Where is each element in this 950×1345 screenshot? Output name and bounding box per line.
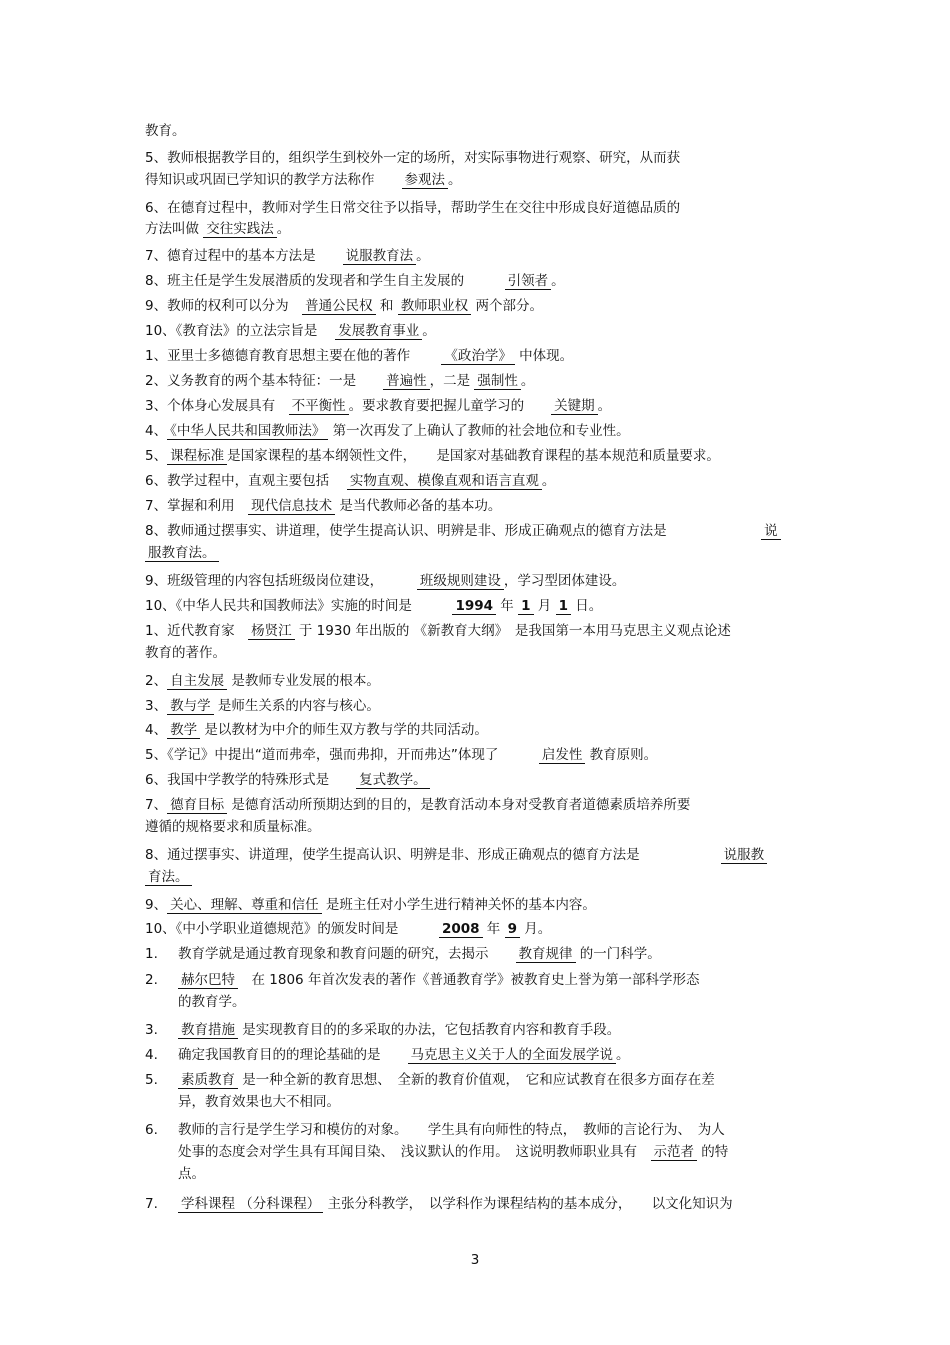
answer-blank: 启发性 — [539, 747, 586, 764]
text-segment: 年 — [496, 598, 519, 614]
text-segment: 8、通过摆事实、讲道理，使学生提高认识、明辨是非、形成正确观点的德育方法是 — [145, 847, 721, 863]
item-number: 2. — [145, 972, 158, 988]
text-segment: 年 — [482, 921, 505, 937]
text-segment: 方法叫做 — [145, 221, 204, 237]
answer-blank: 示范者 — [651, 1144, 698, 1161]
item-number: 3. — [145, 1022, 158, 1038]
question-line — [145, 721, 815, 739]
text-segment: 。 — [416, 248, 430, 264]
answer-blank: 服教育法。 — [145, 545, 219, 562]
text-segment: 得知识或巩固已学知识的教学方法称作 — [145, 172, 402, 188]
text-segment: 是以教材为中介的师生双方教与学的共同活动。 — [200, 722, 488, 738]
text-segment: 9、 — [145, 897, 168, 913]
answer-blank: 教学 — [167, 722, 200, 739]
text-segment: 7、掌握和利用 — [145, 498, 249, 514]
question-line — [145, 896, 815, 914]
text-segment: 是德育活动所预期达到的目的，是教育活动本身对受教育者道德素质培养所要 — [227, 797, 691, 813]
text-segment: 。要求教育要把握儿童学习的 — [348, 398, 552, 414]
question-line — [145, 220, 815, 238]
text-segment: 教育学就是通过教育现象和教育问题的研究，去揭示 — [178, 946, 516, 962]
numbered-question-line — [178, 1046, 818, 1064]
answer-blank: 说 — [761, 523, 781, 540]
question-line — [145, 447, 815, 465]
text-segment: 2、义务教育的两个基本特征：一是 — [145, 373, 384, 389]
item-number: 4. — [145, 1047, 158, 1063]
text-segment: 6、我国中学教学的特殊形式是 — [145, 772, 357, 788]
answer-blank: 强制性 — [474, 373, 521, 390]
text-segment: ，二是 — [429, 373, 475, 389]
answer-blank: 1 — [556, 598, 571, 615]
answer-blank: 不平衡性 — [289, 398, 349, 415]
text-segment: 10、《中小学职业道德规范》的颁发时间是 — [145, 921, 439, 937]
numbered-question-line — [178, 1093, 818, 1111]
text-segment: 第一次再发了上确认了教师的社会地位和专业性。 — [328, 423, 630, 439]
answer-blank: 赫尔巴特 — [178, 972, 238, 989]
text-segment: 8、班主任是学生发展潜质的发现者和学生自主发展的 — [145, 273, 505, 289]
text-segment: 10、《中华人民共和国教师法》实施的时间是 — [145, 598, 453, 614]
answer-blank: 《中华人民共和国教师法》 — [167, 423, 328, 440]
text-segment: 是一种全新的教育思想、 全新的教育价值观， 它和应试教育在很多方面存在差 — [238, 1072, 715, 1088]
question-line — [145, 644, 815, 662]
text-segment: 3、个体身心发展具有 — [145, 398, 289, 414]
page-number: 3 — [470, 1252, 480, 1268]
answer-blank: 教育规律 — [516, 946, 576, 963]
text-segment: 教育。 — [145, 123, 186, 139]
question-line — [145, 697, 815, 715]
text-segment: 5、教师根据教学目的，组织学生到校外一定的场所，对实际事物进行观察、研究，从而获 — [145, 150, 681, 166]
answer-blank: 参观法 — [402, 172, 449, 189]
text-segment: 10、《教育法》的立法宗旨是 — [145, 323, 336, 339]
text-segment: 。 — [597, 398, 612, 414]
answer-blank: 马克思主义关于人的全面发展学说 — [408, 1047, 617, 1064]
question-line — [145, 544, 815, 562]
text-segment: 1、近代教育家 — [145, 623, 249, 639]
numbered-question-line — [178, 993, 818, 1011]
text-segment: 和 — [375, 298, 398, 314]
answer-blank: 育法。 — [145, 869, 192, 886]
text-segment: 是国家课程的基本纲领性文件， 是国家对基础教育课程的基本规范和质量要求。 — [227, 448, 720, 464]
answer-blank: 杨贤江 — [248, 623, 295, 640]
text-segment: 。 — [448, 172, 462, 188]
question-line — [145, 122, 815, 140]
item-number: 5. — [145, 1072, 158, 1088]
numbered-question-line — [178, 1121, 818, 1139]
text-segment: 5、《学记》中提出“道而弗牵，强而弗抑，开而弗达”体现了 — [145, 747, 539, 763]
answer-blank: 1994 — [452, 598, 496, 615]
text-segment: 。 — [422, 323, 436, 339]
text-segment: 7、 — [145, 797, 168, 813]
question-line — [145, 347, 815, 365]
text-segment: 。 — [551, 273, 565, 289]
text-segment: 遵循的规格要求和质量标准。 — [145, 819, 321, 835]
text-segment: 。 — [520, 373, 535, 389]
answer-blank: 自主发展 — [167, 673, 227, 690]
answer-blank: 现代信息技术 — [248, 498, 335, 515]
answer-blank: 德育目标 — [167, 797, 227, 814]
answer-blank: 说服教 — [721, 847, 768, 864]
answer-blank: 2008 — [439, 921, 483, 938]
item-number: 6. — [145, 1122, 158, 1138]
answer-blank: 素质教育 — [178, 1072, 238, 1089]
answer-blank: 教育措施 — [178, 1022, 238, 1039]
text-segment: 教育原则。 — [585, 747, 658, 763]
question-line — [145, 597, 815, 615]
item-number: 1. — [145, 946, 158, 962]
answer-blank: 课程标准 — [167, 448, 227, 465]
text-segment: 在 1806 年首次发表的著作《普通教育学》被教育史上誉为第一部科学形态 — [238, 972, 700, 988]
question-line — [145, 672, 815, 690]
text-segment: 月。 — [520, 921, 552, 937]
question-line — [145, 149, 815, 167]
numbered-question-line — [178, 1165, 818, 1183]
text-segment: 3、 — [145, 698, 168, 714]
text-segment: 的教育学。 — [178, 994, 246, 1010]
numbered-question-line — [178, 1021, 818, 1039]
answer-blank: 关心、理解、尊重和信任 — [167, 897, 322, 914]
text-segment: 两个部分。 — [471, 298, 543, 314]
text-segment: 点。 — [178, 1166, 205, 1182]
question-line — [145, 497, 815, 515]
text-segment: 的特 — [697, 1144, 729, 1160]
text-segment: 中体现。 — [514, 348, 574, 364]
answer-blank: 引领者 — [505, 273, 552, 290]
numbered-question-line — [178, 945, 818, 963]
text-segment: 日。 — [571, 598, 603, 614]
answer-blank: 1 — [518, 598, 533, 615]
question-line — [145, 622, 815, 640]
question-line — [145, 272, 815, 290]
numbered-question-line — [178, 971, 818, 989]
answer-blank: 普遍性 — [383, 373, 430, 390]
answer-blank: 发展教育事业 — [335, 323, 422, 340]
answer-blank: 教与学 — [167, 698, 214, 715]
question-line — [145, 322, 815, 340]
answer-blank: 复式教学。 — [356, 772, 430, 789]
question-line — [145, 818, 815, 836]
question-line — [145, 297, 815, 315]
question-line — [145, 572, 815, 590]
answer-blank: 实物直观、模像直观和语言直观 — [347, 473, 542, 490]
answer-blank: 关键期 — [551, 398, 598, 415]
question-line — [145, 771, 815, 789]
text-segment: 。 — [541, 473, 556, 489]
question-line — [145, 171, 815, 189]
text-segment: 主张分科教学， 以学科作为课程结构的基本成分， 以文化知识为 — [323, 1196, 733, 1212]
question-line — [145, 868, 815, 886]
item-number: 7. — [145, 1196, 158, 1212]
answer-blank: 教师职业权 — [398, 298, 472, 315]
question-line — [145, 472, 815, 490]
question-line — [145, 247, 815, 265]
numbered-question-line — [178, 1071, 818, 1089]
text-segment: ，学习型团体建设。 — [503, 573, 626, 589]
text-segment: 6、教学过程中，直观主要包括 — [145, 473, 347, 489]
answer-blank: 交往实践法 — [203, 221, 277, 238]
text-segment: 8、教师通过摆事实、讲道理，使学生提高认识、明辨是非、形成正确观点的德育方法是 — [145, 523, 762, 539]
text-segment: 6、在德育过程中，教师对学生日常交往予以指导，帮助学生在交往中形成良好道德品质的 — [145, 200, 681, 216]
text-segment: 9、班级管理的内容包括班级岗位建设， — [145, 573, 417, 589]
text-segment: 9、教师的权利可以分为 — [145, 298, 303, 314]
numbered-question-line — [178, 1143, 818, 1161]
question-line — [145, 422, 815, 440]
text-segment: 是当代教师必备的基本功。 — [335, 498, 502, 514]
answer-blank: 普通公民权 — [302, 298, 376, 315]
answer-blank: 学科课程 （分科课程） — [178, 1196, 323, 1213]
question-line — [145, 920, 815, 938]
text-segment: 于 1930 年出版的 《新教育大纲》 是我国第一本用马克思主义观点论述 — [294, 623, 731, 639]
question-line — [145, 397, 815, 415]
text-segment: 教育的著作。 — [145, 645, 226, 661]
question-line — [145, 372, 815, 390]
question-line — [145, 746, 815, 764]
text-segment: 的一门科学。 — [575, 946, 661, 962]
text-segment: 是师生关系的内容与核心。 — [213, 698, 380, 714]
answer-blank: 9 — [505, 921, 520, 938]
answer-blank: 班级规则建设 — [417, 573, 504, 590]
answer-blank: 说服教育法 — [343, 248, 417, 265]
question-line — [145, 199, 815, 217]
text-segment: 4、 — [145, 722, 168, 738]
text-segment: 月 — [533, 598, 556, 614]
text-segment: 1、亚里士多德德育教育思想主要在他的著作 — [145, 348, 442, 364]
text-segment: 是教师专业发展的根本。 — [227, 673, 380, 689]
text-segment: 4、 — [145, 423, 168, 439]
text-segment: 2、 — [145, 673, 168, 689]
text-segment: 处事的态度会对学生具有耳闻目染、 浅议默认的作用。 这说明教师职业具有 — [178, 1144, 651, 1160]
text-segment: 教师的言行是学生学习和模仿的对象。 学生具有向师性的特点， 教师的言论行为、 为人 — [178, 1122, 725, 1138]
text-segment: 7、德育过程中的基本方法是 — [145, 248, 343, 264]
text-segment: 。 — [276, 221, 291, 237]
text-segment: 确定我国教育目的的理论基础的是 — [178, 1047, 408, 1063]
numbered-question-line — [178, 1195, 818, 1213]
text-segment: 是班主任对小学生进行精神关怀的基本内容。 — [321, 897, 596, 913]
text-segment: 5、 — [145, 448, 168, 464]
question-line — [145, 846, 815, 864]
text-segment: 是实现教育目的的多采取的办法，它包括教育内容和教育手段。 — [238, 1022, 621, 1038]
text-segment: 。 — [616, 1047, 630, 1063]
text-segment: 异，教育效果也大不相同。 — [178, 1094, 340, 1110]
answer-blank: 《政治学》 — [441, 348, 515, 365]
question-line — [145, 522, 815, 540]
question-line — [145, 796, 815, 814]
